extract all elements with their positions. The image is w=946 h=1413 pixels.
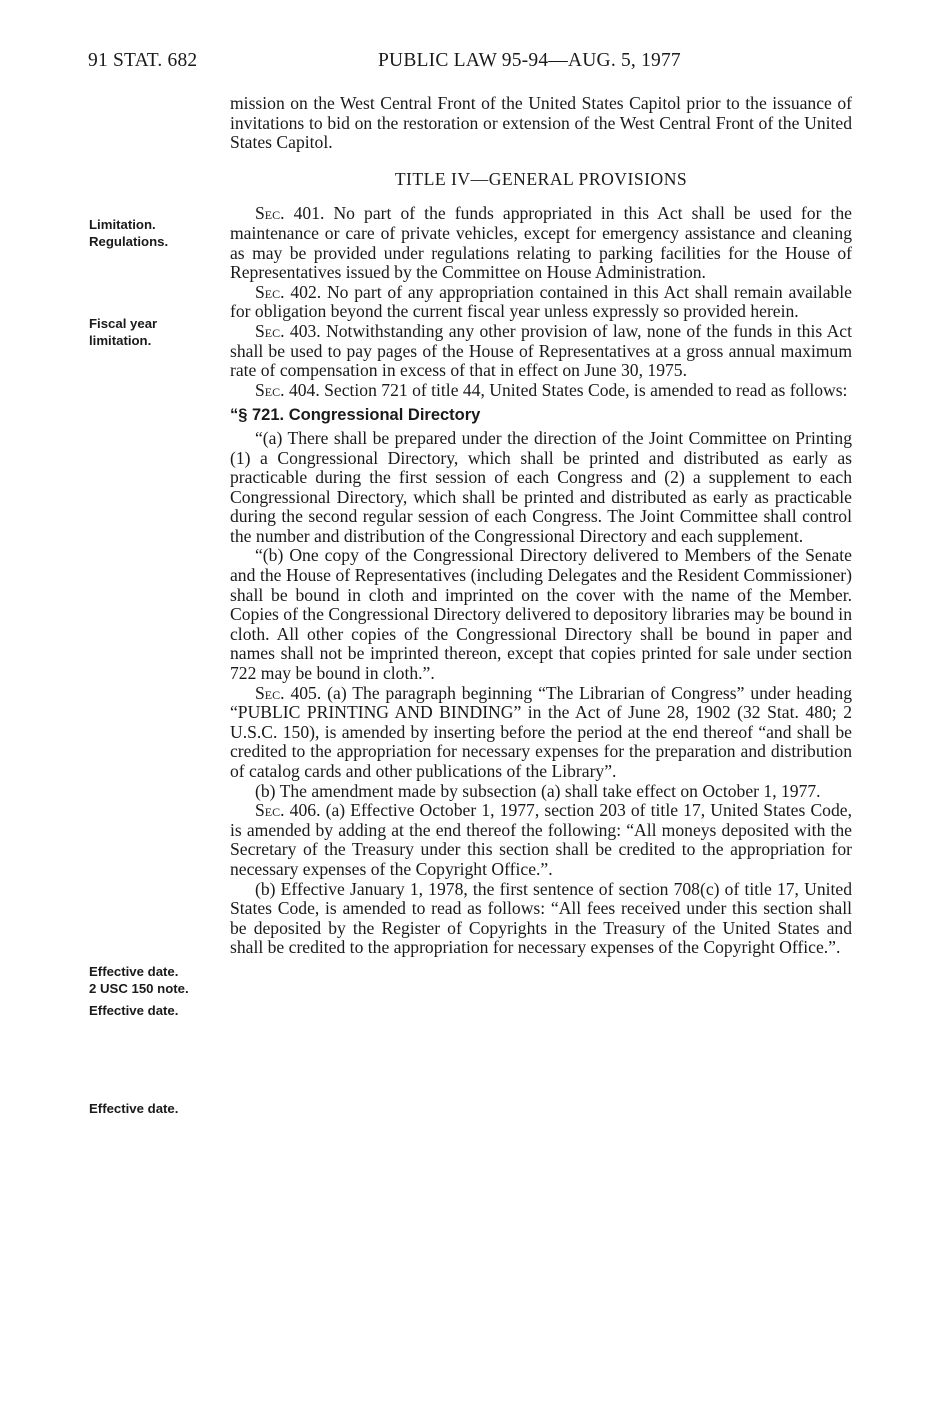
section-721-heading: “§ 721. Congressional Directory [230, 406, 481, 425]
section-405-a-text: 405. (a) The paragraph beginning “The Librarian of Congress” under heading “PUBLIC PRINTING AND BINDING” in the Act of June 28, 1902 (32 Stat. 480; 2 U.S.C. 150), is amended by inserting before the period at the end thereof “and shall be credited to the appropriation for necessary expenses for the preparation and distribution of catalog cards and other publications of the Library”. [230, 682, 852, 781]
sec-label: Sec. [255, 281, 285, 302]
title-iv-heading: TITLE IV—GENERAL PROVISIONS [394, 168, 688, 189]
section-403 [230, 322, 852, 381]
section-402 [230, 283, 852, 322]
section-402-text: 402. No part of any appropriation contained in this Act shall remain available for obligation beyond the current fiscal year unless expressly so provided herein. [230, 281, 852, 322]
sec-label: Sec. [255, 203, 285, 224]
section-406-a-text: 406. (a) Effective October 1, 1977, section 203 of title 17, United States Code, is amended by adding at the end thereof the following: “All moneys deposited with the Secretary of the Treasury under this section shall be credited to the appropriation for necessary expenses of the Copyright Office.”. [230, 800, 852, 879]
margin-note-limitation: Limitation. Regulations. [89, 217, 169, 249]
margin-note-fiscal-year: Fiscal year limitation. [89, 316, 158, 348]
section-404 [230, 381, 852, 401]
stat-reference: 91 STAT. 682 [88, 50, 198, 71]
sec-label: Sec. [255, 320, 285, 341]
section-406-a [230, 801, 852, 879]
margin-note-effective-date-708: Effective date. [89, 1101, 179, 1116]
section-404-text: 404. Section 721 of title 44, United States Code, is amended to read as follows: [288, 379, 848, 400]
sec-label: Sec. [255, 379, 285, 400]
margin-note-effective-date-150: Effective date. 2 USC 150 note. [89, 964, 189, 996]
section-721-b: “(b) One copy of the Congressional Directory delivered to Members of the Senate and the House of Representatives (including Delegates and the Resident Commissioner) shall be bound in cloth and imprinted on the cover with the name of the Member. Copies of the Congressional Directory delivered to depository libraries may be bound in cloth. All other copies of the Congressional Directory shall be bound in paper and names shall not be imprinted thereon, except that copies printed for sale under section 722 may be bound in cloth.”. [230, 545, 852, 684]
sec-label: Sec. [255, 682, 285, 703]
statute-text [230, 94, 852, 958]
sec-label: Sec. [255, 800, 285, 821]
section-721-a: “(a) There shall be prepared under the direction of the Joint Committee on Printing (1) a Congressional Directory, which shall be printed and distributed as early as practicable during the first session of each Congress and (2) a supplement to each Congressional Directory, which shall be printed and distributed as early as practicable during the second regular session of each Congress. The Joint Committee shall control the number and distribution of the Congressional Directory and each supplement. [230, 427, 852, 546]
section-406-b: (b) Effective January 1, 1978, the first sentence of section 708(c) of title 17, United States Code, is amended to read as follows: “All fees received under this section shall be deposited by the Register of Copyrights in the Treasury of the United States and shall be credited to the appropriation for necessary expenses of the Copyright Office.”. [230, 878, 852, 958]
section-401-text: 401. No part of the funds appropriated in this Act shall be used for the maintenance or care of private vehicles, except for emergency assistance and cleaning as may be provided under regulations relating to parking facilities for the House of Representatives issued by the Committee on House Administration. [230, 203, 852, 283]
section-401 [230, 204, 852, 282]
carryover-paragraph: mission on the West Central Front of the United States Capitol prior to the issuance of invitations to bid on the restoration or extension of the West Central Front of the United States Capitol. [230, 93, 852, 153]
section-405-a [230, 684, 852, 782]
section-405-b: (b) The amendment made by subsection (a) shall take effect on October 1, 1977. [255, 780, 821, 801]
section-403-text: 403. Notwithstanding any other provision of law, none of the funds in this Act shall be used to pay pages of the House of Representatives at a gross annual maximum rate of compensation in excess of that in effect on June 30, 1975. [230, 320, 852, 381]
public-law-header: PUBLIC LAW 95-94—AUG. 5, 1977 [378, 50, 681, 71]
margin-note-effective-date-203: Effective date. [89, 1003, 179, 1018]
